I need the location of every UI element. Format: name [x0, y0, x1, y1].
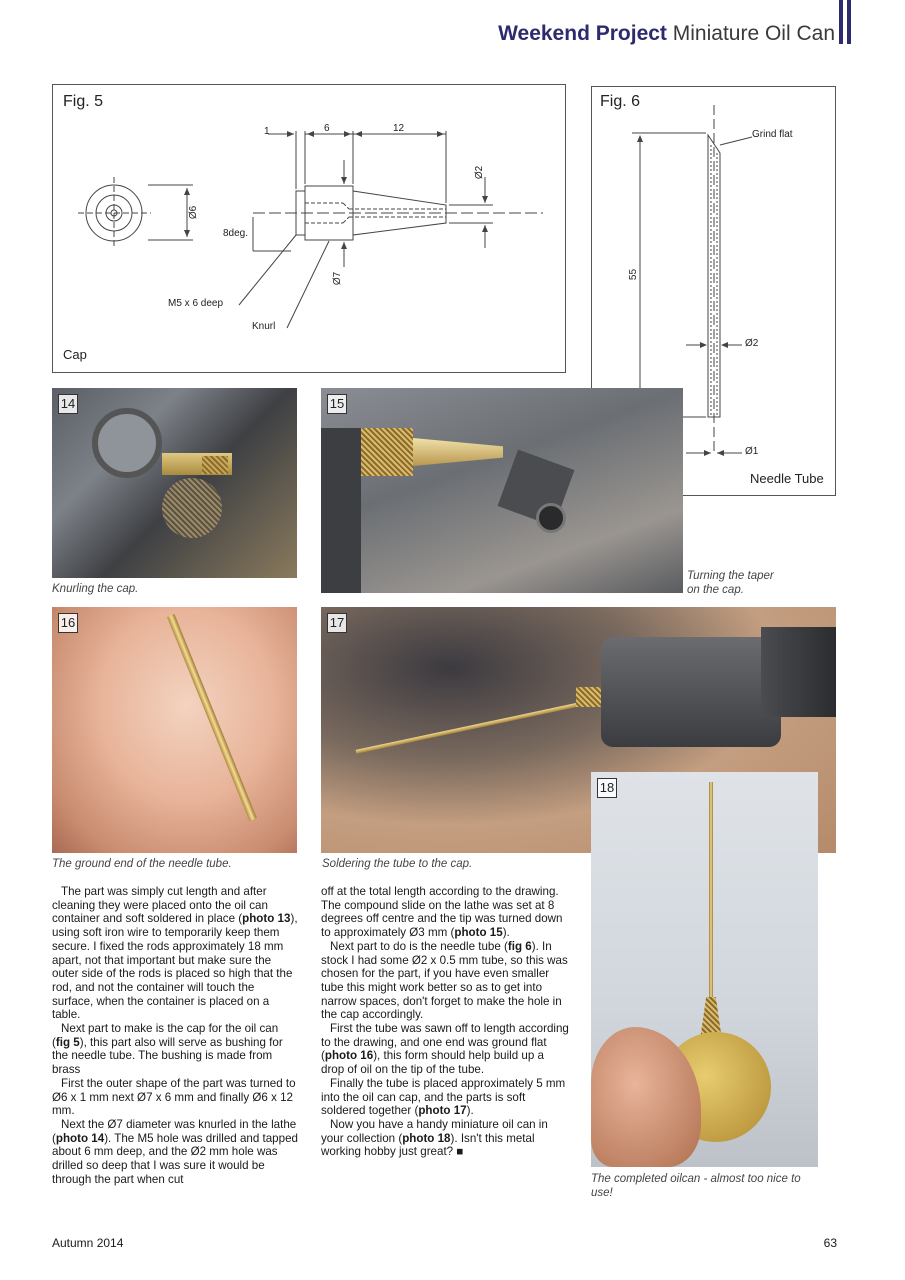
c2-paragraph-4: Finally the tube is placed approximately 5 mm into the oil can cap, and the parts is soft soldered together (photo 17).: [321, 1076, 566, 1118]
photo-16-caption: The ground end of the needle tube.: [52, 858, 232, 870]
photo-14-number: 14: [58, 394, 78, 414]
figure-5-label: Fig. 5: [63, 93, 104, 110]
c2-paragraph-5: Now you have a handy miniature oil can in your collection (photo 18). Isn't this metal working hobby just great? ■: [321, 1117, 548, 1159]
cap-end-view: [78, 177, 193, 249]
dim-dia1-tube: Ø1: [745, 446, 759, 457]
c1-paragraph-2: Next part to make is the cap for the oil can (fig 5), this part also will serve as bushing for the needle tube. The bushing is made from brass: [52, 1022, 283, 1077]
dim-1mm: 1: [264, 126, 270, 137]
photo-18: [591, 772, 818, 1167]
body-column-2: [321, 885, 569, 1159]
header-title: Miniature Oil Can: [672, 22, 835, 45]
body-column-1: [52, 885, 298, 1186]
c2-paragraph-3: First the tube was sawn off to length according to the drawing, and one end was ground flat (photo 16), this form should help build up a drop of oil on the tip of the tube.: [321, 1022, 569, 1077]
c1-paragraph-4: Next the Ø7 diameter was knurled in the lathe (photo 14). The M5 hole was drilled and tapped about 6 mm deep, and the Ø2 mm hole was drilled so deep that I was sure it would be through the part when cut: [52, 1117, 298, 1186]
photo-14-caption: Knurling the cap.: [52, 583, 139, 595]
dim-55: 55: [628, 268, 640, 281]
photo-17-caption: Soldering the tube to the cap.: [322, 858, 473, 870]
footer-issue: Autumn 2014: [52, 1236, 124, 1250]
photo-16: [52, 607, 297, 853]
header-section: Weekend Project: [498, 22, 667, 45]
dim-dia2-tube: Ø2: [745, 338, 759, 349]
note-grind-flat: Grind flat: [752, 129, 793, 140]
photo-15: [321, 388, 683, 593]
note-knurl: Knurl: [252, 321, 276, 332]
photo-17-number: 17: [327, 613, 347, 633]
photo-18-caption: The completed oilcan - almost too nice to use!: [591, 1173, 801, 1199]
figure-5-title: Cap: [63, 347, 87, 362]
photo-15-caption: Turning the taper on the cap.: [687, 570, 774, 596]
c2-paragraph-1: off at the total length according to the drawing. The compound slide on the lathe was set at 8 degrees off centre and the tip was turned down to approximately Ø3 mm (photo 15).: [321, 885, 563, 940]
figure-6-label: Fig. 6: [600, 93, 641, 110]
dim-dia6: Ø6: [188, 205, 200, 220]
c1-paragraph-1: The part was simply cut length and after cleaning they were placed onto the oil can container and soft soldered in place (photo 13), using soft iron wire to temporarily keep them secure. I fixed the rods approximately 18 mm apart, not that important but make sure the outer side of the rods is placed so high that the rod, and not the container will touch the surface, when the container is placed on a table.: [52, 885, 298, 1022]
running-header: [498, 22, 835, 46]
footer-page-number: 63: [823, 1236, 837, 1250]
cap-side-view: [239, 131, 543, 328]
dim-dia2: Ø2: [474, 165, 486, 180]
cap-drawing: [53, 85, 565, 372]
c1-paragraph-3: First the outer shape of the part was turned to Ø6 x 1 mm next Ø7 x 6 mm and finally Ø6 x 12 mm.: [52, 1076, 296, 1118]
photo-15-number: 15: [327, 394, 347, 414]
dim-angle: 8deg.: [223, 228, 249, 239]
dim-dia7: Ø7: [332, 271, 344, 286]
photo-18-number: 18: [597, 778, 617, 798]
note-m5: M5 x 6 deep: [168, 298, 224, 309]
figure-6-title: Needle Tube: [750, 471, 824, 486]
photo-16-number: 16: [58, 613, 78, 633]
c2-paragraph-2: Next part to do is the needle tube (fig 6). In stock I had some Ø2 x 0.5 mm tube, so this was chosen for the part, if you have even smaller tube this might work better so as to get into narrow spaces, don't forget to make the hole in the cap accordingly.: [321, 939, 568, 1022]
header-bars: [839, 0, 853, 44]
dim-6mm: 6: [324, 123, 330, 134]
photo-14: [52, 388, 297, 578]
dim-12mm: 12: [393, 123, 405, 134]
figure-5: [52, 84, 566, 373]
